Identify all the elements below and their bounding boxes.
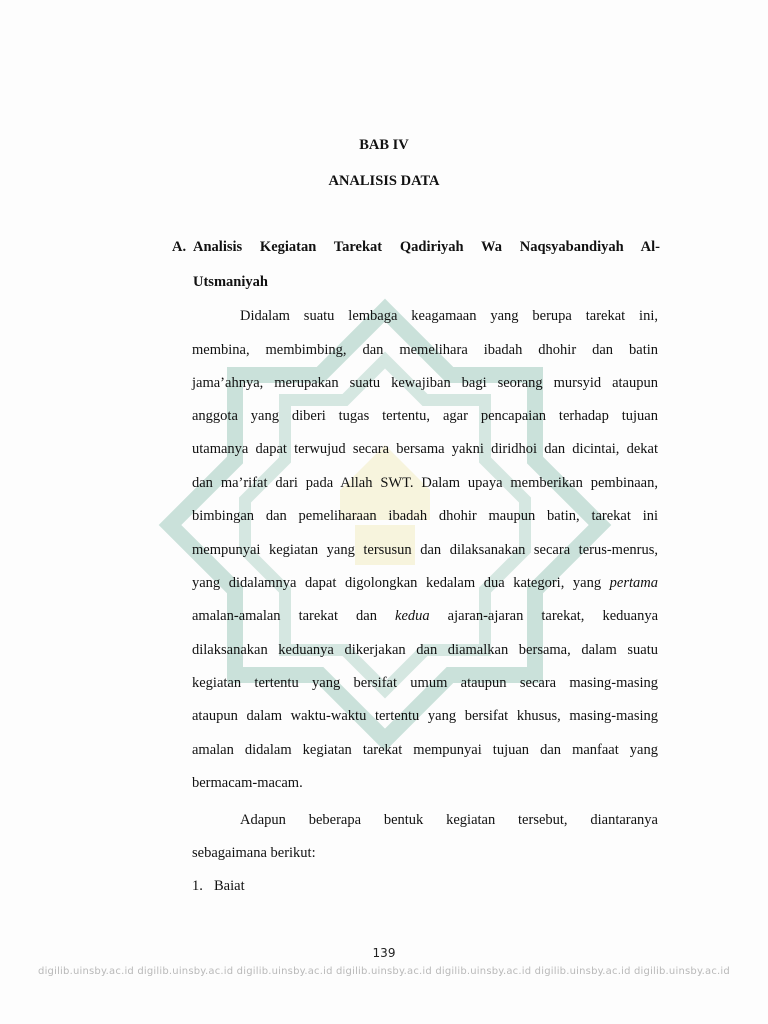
paragraph-text: yang didalamnya dapat digolongkan kedalam dua kategori, yang: [192, 575, 602, 591]
paragraph-line: ataupun dalam waktu-waktu tertentu yang bersifat khusus, masing-masing: [192, 708, 658, 724]
paragraph-line: bermacam-macam.: [192, 775, 303, 791]
chapter-title: ANALISIS DATA: [328, 173, 440, 189]
chapter-label: BAB IV: [359, 137, 409, 153]
paragraph-line: anggota yang diberi tugas tertentu, agar pencapaian terhadap tujuan: [192, 408, 658, 424]
paragraph-line: bimbingan dan pemeliharaan ibadah dhohir maupun batin, tarekat ini: [192, 508, 658, 524]
paragraph-line: dilaksanakan keduanya dikerjakan dan diamalkan bersama, dalam suatu: [192, 642, 658, 658]
list-item-text: Baiat: [214, 878, 245, 894]
paragraph-line: utamanya dapat terwujud secara bersama yakni diridhoi dan dicintai, dekat: [192, 441, 658, 457]
section-letter: A.: [172, 239, 187, 255]
paragraph-line: membina, membimbing, dan memelihara ibadah dhohir dan batin: [192, 342, 658, 358]
paragraph-line-with-italic: [192, 573, 658, 593]
paragraph-line: Adapun beberapa bentuk kegiatan tersebut, diantaranya: [240, 812, 658, 828]
list-item: [192, 876, 245, 896]
footer-watermark-text: digilib.uinsby.ac.id digilib.uinsby.ac.id digilib.uinsby.ac.id digilib.uinsby.ac.id digilib.uinsby.ac.id digilib.uinsby.ac.id digilib.uinsby.ac.id: [38, 966, 730, 977]
section-title-line1: Analisis Kegiatan Tarekat Qadiriyah Wa Naqsyabandiyah Al-: [193, 239, 660, 255]
paragraph-text: amalan-amalan tarekat dan: [192, 608, 377, 624]
emphasis-text: kedua: [395, 608, 430, 624]
paragraph-line-with-italic: [192, 606, 658, 626]
paragraph-line: kegiatan tertentu yang bersifat umum ataupun secara masing-masing: [192, 675, 658, 691]
paragraph-line: Didalam suatu lembaga keagamaan yang berupa tarekat ini,: [240, 308, 658, 324]
paragraph-text: ajaran-ajaran tarekat, keduanya: [447, 608, 659, 624]
paragraph-line: jama’ahnya, merupakan suatu kewajiban bagi seorang mursyid ataupun: [192, 375, 658, 391]
paragraph-line: sebagaimana berikut:: [192, 845, 316, 861]
list-number: 1.: [192, 878, 203, 894]
paragraph-line: amalan didalam kegiatan tarekat mempunyai tujuan dan manfaat yang: [192, 742, 658, 758]
paragraph-line: mempunyai kegiatan yang tersusun dan dilaksanakan secara terus-menrus,: [192, 542, 658, 558]
section-title-line2: Utsmaniyah: [193, 274, 268, 290]
page-number: 139: [372, 946, 396, 960]
paragraph-line: dan ma’rifat dari pada Allah SWT. Dalam upaya memberikan pembinaan,: [192, 475, 658, 491]
emphasis-text: pertama: [609, 575, 659, 591]
